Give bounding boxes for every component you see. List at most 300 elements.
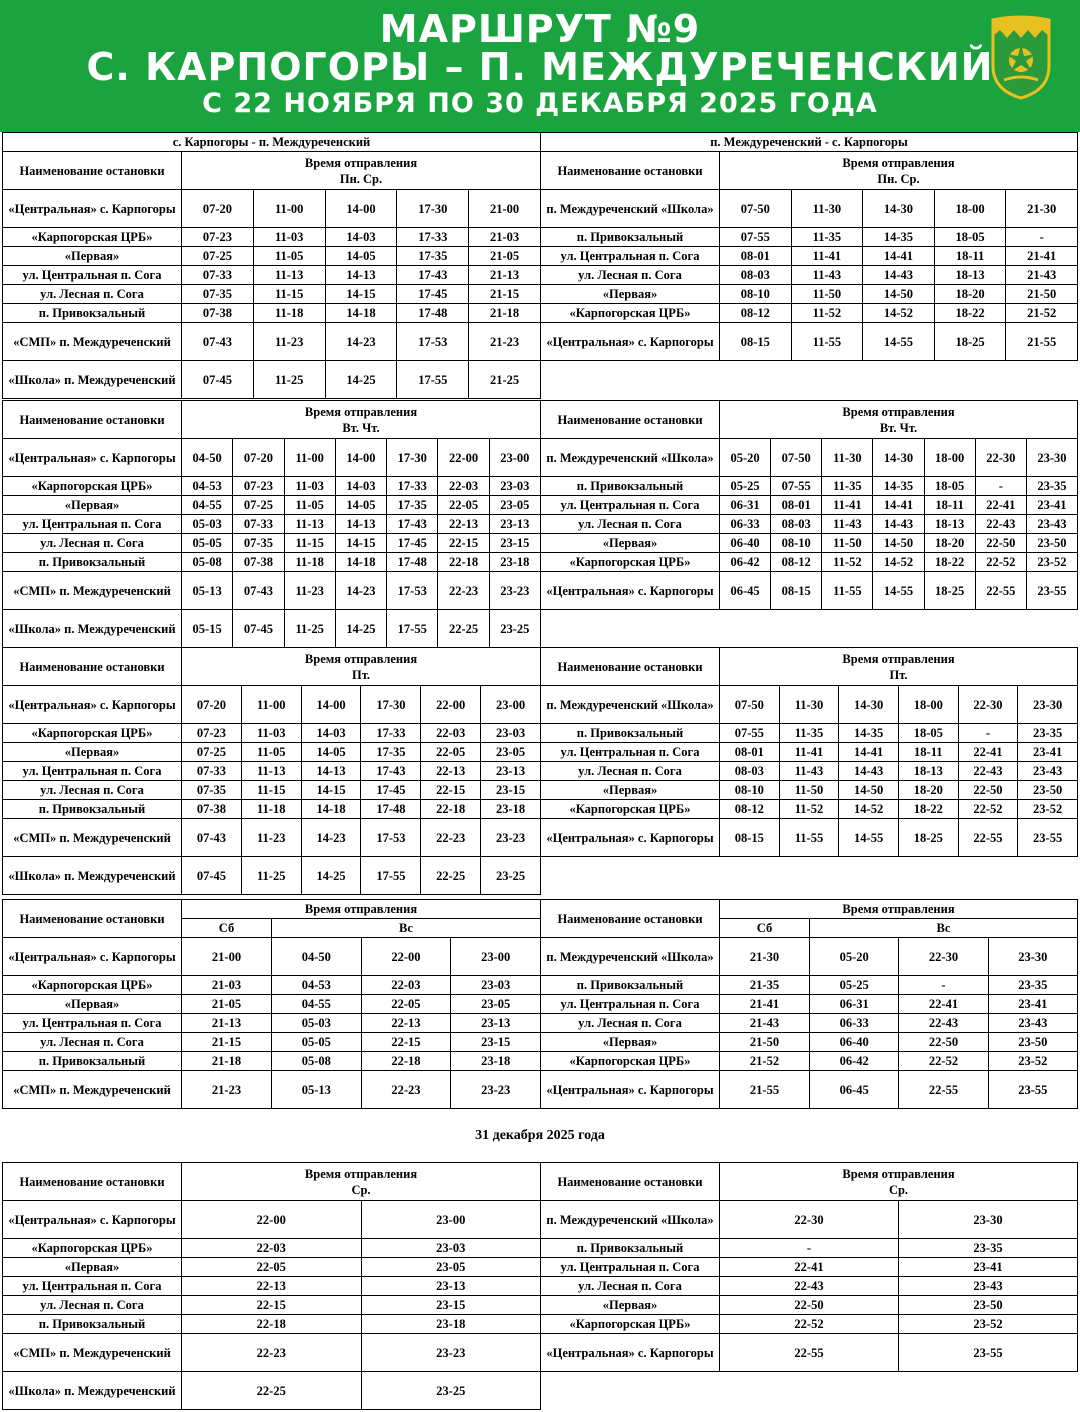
departure-time: 23-41 [899,1258,1078,1277]
stop-name: ул. Центральная п. Сога [541,496,720,515]
departure-time: 11-55 [779,819,839,857]
stop-column-header: Наименование остановки [541,152,720,190]
departure-header: Время отправления [720,900,1078,919]
schedule-row [3,1372,541,1410]
departure-time: 22-03 [438,477,489,496]
departure-time: 22-03 [361,976,451,995]
departure-time: 17-35 [361,743,421,762]
departure-time: 07-38 [182,304,254,323]
stop-name: ул. Лесная п. Сога [3,285,182,304]
departure-time: 04-50 [272,938,362,976]
departure-time: 11-35 [779,724,839,743]
departure-time: 14-18 [325,304,397,323]
departure-time: 17-43 [361,762,421,781]
stop-column-header: Наименование остановки [3,152,182,190]
departure-time: 14-18 [301,800,361,819]
departure-time: 18-00 [898,686,958,724]
departure-time: 17-48 [387,553,438,572]
departure-time: 07-38 [182,800,242,819]
departure-time: 23-03 [481,724,541,743]
departure-time: 22-43 [958,762,1018,781]
schedule-row [541,800,1078,819]
departure-header: Время отправления Пт. [182,648,541,686]
stop-name: «Первая» [3,743,182,762]
departure-time: 07-23 [182,724,242,743]
departure-time: 18-22 [924,553,975,572]
departure-time: 14-03 [301,724,361,743]
departure-time: 22-43 [899,1014,988,1033]
departure-time: 07-50 [771,439,822,477]
schedule-row [3,1071,541,1109]
schedule-row [541,1315,1078,1334]
stop-name: «Карпогорская ЦРБ» [3,976,182,995]
stop-name: п. Привокзальный [541,976,720,995]
departure-time: 14-15 [335,534,386,553]
stop-name: «Школа» п. Междуреченский [3,1372,182,1410]
schedule-row [541,819,1078,857]
departure-time: 23-00 [361,1201,541,1239]
departure-time: 18-20 [898,781,958,800]
departure-time: 14-35 [839,724,899,743]
departure-time: 14-25 [301,857,361,895]
saturday-header: Сб [720,919,810,938]
departure-time: 22-18 [421,800,481,819]
departure-time: 22-05 [361,995,451,1014]
departure-time: 11-41 [822,496,873,515]
departure-time: - [720,1239,899,1258]
departure-time: 22-52 [958,800,1018,819]
departure-time: 17-53 [397,323,469,361]
departure-time: 05-20 [720,439,771,477]
departure-time: 21-15 [182,1033,272,1052]
departure-time: 22-13 [361,1014,451,1033]
departure-time: 11-25 [241,857,301,895]
departure-time: - [958,724,1018,743]
departure-time: - [975,477,1026,496]
schedule-row [541,228,1078,247]
stop-name: п. Привокзальный [541,228,720,247]
schedule-row [3,781,541,800]
departure-time: 14-55 [863,323,935,361]
departure-time: 18-13 [898,762,958,781]
schedule-row [3,1201,541,1239]
schedule-row [541,439,1078,477]
stop-name: «Карпогорская ЦРБ» [3,1239,182,1258]
departure-time: 08-12 [720,304,792,323]
schedule-weekend-back [540,899,1078,1109]
stop-column-header: Наименование остановки [541,1163,720,1201]
departure-time: 21-18 [182,1052,272,1071]
departure-time: 21-50 [1006,285,1078,304]
schedule-row [3,1014,541,1033]
stop-name: «Центральная» с. Карпогоры [3,938,182,976]
departure-time: 11-03 [253,228,325,247]
stop-column-header: Наименование остановки [3,648,182,686]
departure-time: 06-42 [810,1052,899,1071]
departure-time: 21-15 [469,285,541,304]
departure-time: 14-13 [325,266,397,285]
stop-name: ул. Центральная п. Сога [3,515,182,534]
schedule-row [541,781,1078,800]
schedule-row [3,819,541,857]
departure-time: 23-15 [489,534,540,553]
departure-time: 18-25 [924,572,975,610]
departure-time: 21-13 [182,1014,272,1033]
departure-time: 23-55 [988,1071,1077,1109]
departure-time: 21-50 [720,1033,810,1052]
schedule-row [3,228,541,247]
departure-time: 23-23 [489,572,540,610]
stop-name: ул. Лесная п. Сога [3,1033,182,1052]
departure-time: 23-41 [988,995,1077,1014]
stop-name: ул. Лесная п. Сога [541,266,720,285]
departure-time: 07-23 [233,477,284,496]
departure-time: 11-30 [791,190,863,228]
stop-name: «Школа» п. Междуреченский [3,610,182,648]
departure-time: 05-15 [182,610,233,648]
schedule-row [541,553,1078,572]
departure-time: 06-31 [810,995,899,1014]
schedule-row [541,1334,1078,1372]
schedule-dec31-back [540,1162,1078,1372]
stop-name: «Первая» [3,995,182,1014]
schedule-row [3,1296,541,1315]
departure-time: 22-18 [438,553,489,572]
departure-time: 23-15 [361,1296,541,1315]
departure-time: 14-18 [335,553,386,572]
stop-name: п. Привокзальный [3,553,182,572]
stop-name: «Карпогорская ЦРБ» [541,800,720,819]
departure-time: 14-43 [863,266,935,285]
schedule-row [541,724,1078,743]
departure-time: 23-00 [489,439,540,477]
departure-time: 11-41 [791,247,863,266]
departure-time: 06-33 [810,1014,899,1033]
departure-time: 22-55 [958,819,1018,857]
departure-time: 22-15 [421,781,481,800]
schedule-row [3,496,541,515]
schedule-fri-forward [2,647,541,895]
departure-time: 05-03 [182,515,233,534]
stop-name: «Центральная» с. Карпогоры [3,190,182,228]
departure-time: - [1006,228,1078,247]
departure-time: 11-50 [779,781,839,800]
schedule-row [541,304,1078,323]
departure-time: 11-23 [253,323,325,361]
departure-time: 11-18 [284,553,335,572]
departure-time: 06-33 [720,515,771,534]
departure-time: 22-23 [182,1334,362,1372]
departure-time: 07-20 [233,439,284,477]
stop-name: п. Привокзальный [3,304,182,323]
departure-time: 23-35 [899,1239,1078,1258]
departure-time: 22-30 [899,938,988,976]
departure-header: Время отправления Пн. Ср. [182,152,541,190]
departure-time: 22-30 [720,1201,899,1239]
departure-time: 11-23 [241,819,301,857]
departure-time: 23-03 [489,477,540,496]
departure-time: 11-15 [241,781,301,800]
coat-of-arms-icon [990,14,1052,100]
departure-time: 11-13 [241,762,301,781]
stop-name: «Центральная» с. Карпогоры [3,686,182,724]
departure-time: 22-23 [421,819,481,857]
departure-time: 07-33 [182,266,254,285]
departure-time: 21-05 [182,995,272,1014]
departure-time: 23-23 [361,1334,541,1372]
departure-time: 05-25 [810,976,899,995]
departure-time: 23-25 [481,857,541,895]
stop-name: «Центральная» с. Карпогоры [541,323,720,361]
departure-time: 23-05 [361,1258,541,1277]
departure-time: 14-05 [325,247,397,266]
departure-time: 14-50 [839,781,899,800]
stop-name: «Карпогорская ЦРБ» [541,1052,720,1071]
departure-time: 23-43 [1026,515,1077,534]
stop-name: «СМП» п. Междуреченский [3,572,182,610]
departure-time: 21-23 [182,1071,272,1109]
departure-time: 22-15 [361,1033,451,1052]
stop-column-header: Наименование остановки [3,401,182,439]
departure-time: 23-50 [1026,534,1077,553]
departure-time: 23-15 [481,781,541,800]
departure-time: 07-33 [233,515,284,534]
departure-time: 17-45 [387,534,438,553]
schedule-row [3,938,541,976]
stop-name: «Первая» [3,496,182,515]
departure-time: 18-05 [898,724,958,743]
stop-name: «Центральная» с. Карпогоры [541,819,720,857]
departure-time: 14-41 [839,743,899,762]
departure-time: 14-52 [839,800,899,819]
departure-time: 07-45 [182,361,254,399]
departure-time: 05-13 [272,1071,362,1109]
departure-time: 11-41 [779,743,839,762]
departure-time: 14-05 [301,743,361,762]
sunday-header: Вс [272,919,541,938]
departure-time: 21-00 [469,190,541,228]
departure-time: 07-45 [233,610,284,648]
departure-time: 11-55 [791,323,863,361]
schedule-row [541,496,1078,515]
departure-time: 14-50 [873,534,924,553]
departure-time: 17-43 [397,266,469,285]
departure-time: 18-00 [934,190,1006,228]
departure-time: 05-13 [182,572,233,610]
departure-time: 04-53 [272,976,362,995]
departure-time: 23-52 [1018,800,1078,819]
departure-time: 11-00 [241,686,301,724]
departure-time: 22-13 [421,762,481,781]
departure-time: 11-55 [822,572,873,610]
schedule-row [3,361,541,399]
schedule-row [541,1052,1078,1071]
departure-time: 21-03 [182,976,272,995]
departure-time: 23-35 [988,976,1077,995]
departure-time: 22-55 [899,1071,988,1109]
departure-time: 14-52 [863,304,935,323]
departure-time: 23-05 [489,496,540,515]
departure-time: 17-35 [397,247,469,266]
schedule-row [3,995,541,1014]
stop-name: ул. Центральная п. Сога [541,1258,720,1277]
departure-time: 11-43 [791,266,863,285]
schedule-row [3,976,541,995]
schedule-row [3,534,541,553]
schedule-row [3,1334,541,1372]
departure-time: 08-01 [720,247,792,266]
departure-time: 04-55 [182,496,233,515]
departure-time: 07-25 [182,247,254,266]
departure-time: 14-55 [839,819,899,857]
saturday-header: Сб [182,919,272,938]
departure-time: 18-11 [924,496,975,515]
departure-time: 08-01 [720,743,780,762]
departure-time: 22-18 [182,1315,362,1334]
departure-time: 11-05 [241,743,301,762]
schedule-row [3,1033,541,1052]
departure-time: 23-52 [988,1052,1077,1071]
departure-time: 04-55 [272,995,362,1014]
departure-time: 08-10 [771,534,822,553]
departure-time: 14-43 [873,515,924,534]
departure-time: 22-15 [438,534,489,553]
departure-time: 22-18 [361,1052,451,1071]
departure-time: 07-38 [233,553,284,572]
departure-header: Время отправления Пн. Ср. [720,152,1078,190]
departure-time: 14-35 [863,228,935,247]
departure-time: 22-00 [421,686,481,724]
departure-time: 22-55 [720,1334,899,1372]
departure-time: 21-55 [1006,323,1078,361]
departure-time: 07-35 [233,534,284,553]
departure-time: 14-00 [335,439,386,477]
schedule-row [3,439,541,477]
schedule-row [541,1277,1078,1296]
stop-name: «Центральная» с. Карпогоры [541,572,720,610]
schedule-row [541,1014,1078,1033]
departure-time: 07-55 [720,724,780,743]
departure-time: 23-00 [481,686,541,724]
departure-time: 11-50 [822,534,873,553]
departure-time: 05-08 [182,553,233,572]
schedule-mon-wed-forward [2,132,541,399]
departure-time: 23-00 [451,938,541,976]
schedule-row [3,610,541,648]
departure-time: 17-55 [387,610,438,648]
departure-time: 14-50 [863,285,935,304]
departure-time: 08-03 [771,515,822,534]
departure-time: 21-25 [469,361,541,399]
stop-name: ул. Лесная п. Сога [3,534,182,553]
stop-name: ул. Лесная п. Сога [541,515,720,534]
stop-name: ул. Центральная п. Сога [3,266,182,285]
stop-name: п. Междуреченский «Школа» [541,190,720,228]
stop-name: «СМП» п. Междуреченский [3,1334,182,1372]
departure-time: 22-05 [182,1258,362,1277]
departure-time: 22-00 [438,439,489,477]
schedule-row [541,1033,1078,1052]
departure-time: 21-35 [720,976,810,995]
departure-time: 18-05 [934,228,1006,247]
departure-time: 06-45 [720,572,771,610]
departure-time: 17-35 [387,496,438,515]
stop-name: п. Привокзальный [541,477,720,496]
departure-time: 17-33 [387,477,438,496]
stop-name: «Первая» [541,1296,720,1315]
stop-column-header: Наименование остановки [541,648,720,686]
departure-time: 23-30 [1026,439,1077,477]
departure-time: 22-00 [182,1201,362,1239]
schedule-row [541,938,1078,976]
stop-name: п. Привокзальный [3,1315,182,1334]
departure-time: 08-03 [720,762,780,781]
departure-time: 11-00 [253,190,325,228]
stop-name: п. Привокзальный [3,800,182,819]
departure-time: 07-35 [182,285,254,304]
sunday-header: Вс [810,919,1078,938]
stop-name: «Первая» [541,1033,720,1052]
departure-time: 08-15 [771,572,822,610]
stop-name: «Карпогорская ЦРБ» [3,724,182,743]
schedule-row [3,800,541,819]
dec31-title: 31 декабря 2025 года [475,1128,605,1143]
departure-time: 14-13 [301,762,361,781]
departure-header: Время отправления Вт. Чт. [182,401,541,439]
departure-time: 23-30 [1018,686,1078,724]
departure-header: Время отправления Ср. [720,1163,1078,1201]
departure-time: 18-13 [934,266,1006,285]
departure-time: 05-20 [810,938,899,976]
departure-time: 08-15 [720,323,792,361]
schedule-row [3,553,541,572]
departure-time: 23-52 [1026,553,1077,572]
stop-name: ул. Лесная п. Сога [541,1277,720,1296]
departure-time: 11-35 [791,228,863,247]
stop-column-header: Наименование остановки [541,900,720,938]
schedule-row [3,686,541,724]
departure-time: 11-18 [241,800,301,819]
departure-time: 22-52 [975,553,1026,572]
departure-time: 14-13 [335,515,386,534]
schedule-row [3,285,541,304]
departure-time: 23-18 [451,1052,541,1071]
departure-time: 23-55 [1026,572,1077,610]
departure-time: 06-31 [720,496,771,515]
schedule-row [541,515,1078,534]
departure-time: 21-52 [1006,304,1078,323]
departure-time: - [899,976,988,995]
departure-time: 21-41 [1006,247,1078,266]
departure-time: 17-53 [361,819,421,857]
schedule-row [541,1296,1078,1315]
departure-time: 22-43 [975,515,1026,534]
schedule-row [541,285,1078,304]
departure-time: 21-13 [469,266,541,285]
stop-name: «Центральная» с. Карпогоры [541,1071,720,1109]
departure-time: 18-11 [898,743,958,762]
schedule-tue-thu-back [540,400,1078,610]
departure-time: 14-30 [873,439,924,477]
departure-time: 22-13 [438,515,489,534]
departure-time: 11-18 [253,304,325,323]
departure-time: 22-50 [975,534,1026,553]
departure-time: 22-52 [720,1315,899,1334]
departure-time: 11-05 [284,496,335,515]
stop-name: ул. Центральная п. Сога [3,1014,182,1033]
schedule-row [3,304,541,323]
departure-time: 22-25 [438,610,489,648]
